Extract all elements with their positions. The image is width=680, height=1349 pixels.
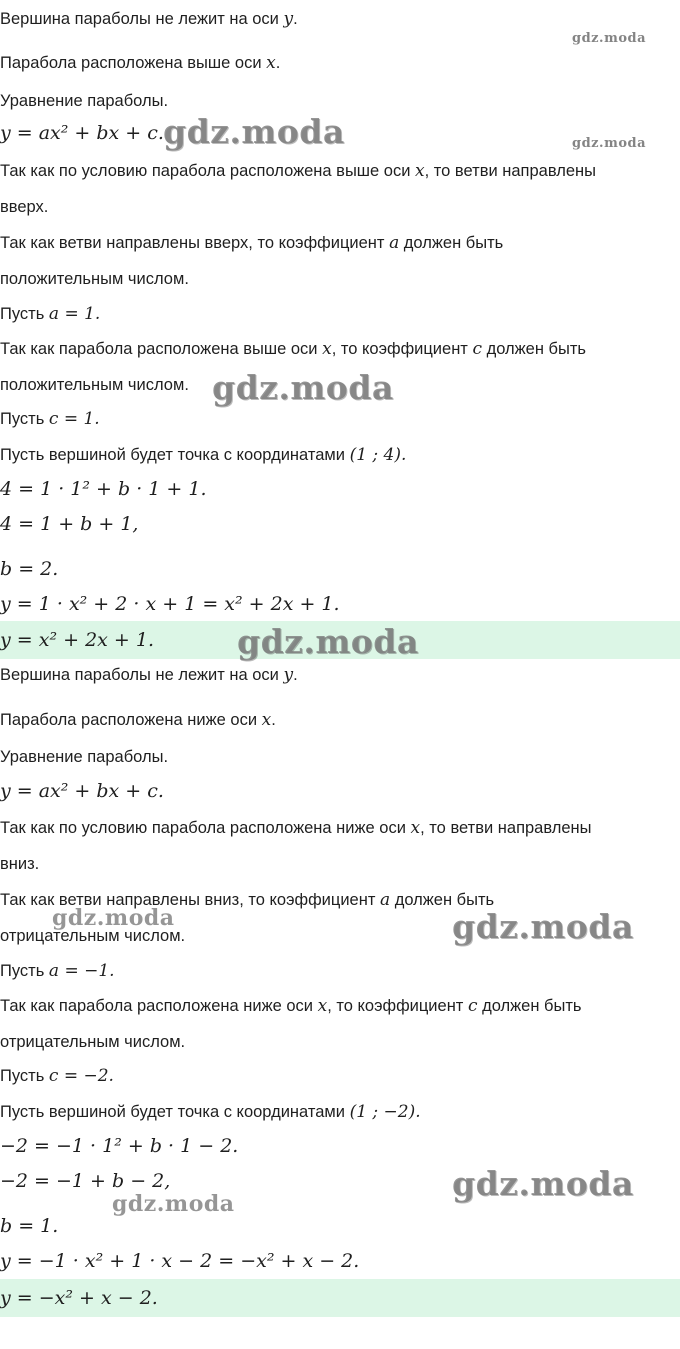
watermark-logo: gdz.moda — [452, 1164, 634, 1203]
text-line: отрицательным числом. — [0, 1033, 186, 1051]
text-line: Так как ветви направлены вверх, то коэффициент a должен быть — [0, 233, 504, 253]
watermark-logo: gdz.moda — [212, 368, 394, 407]
text-line: вверх. — [0, 198, 49, 216]
watermark-logo: gdz.moda — [163, 112, 345, 151]
text-line: Так как парабола расположена ниже оси x, то коэффициент c должен быть — [0, 996, 582, 1016]
formula: 4 = 1 + b + 1, — [0, 513, 139, 535]
text-line: Пусть вершиной будет точка с координатами (1 ; 4). — [0, 445, 407, 465]
formula: y = −1 · x² + 1 · x − 2 = −x² + x − 2. — [0, 1250, 360, 1272]
text-line: Так как по условию парабола расположена выше оси x, то ветви направлены — [0, 161, 596, 181]
text-line: Пусть вершиной будет точка с координатами (1 ; −2). — [0, 1102, 421, 1122]
text-line: отрицательным числом. — [0, 927, 186, 945]
watermark-logo: gdz.moda — [52, 905, 175, 931]
text-line: Пусть a = −1. — [0, 961, 115, 981]
formula: 4 = 1 · 1² + b · 1 + 1. — [0, 478, 207, 500]
text-line: Так как по условию парабола расположена ниже оси x, то ветви направлены — [0, 818, 592, 838]
watermark-logo: gdz.moda — [112, 1191, 235, 1217]
watermark-logo: gdz.moda — [572, 31, 647, 46]
text-line: Так как парабола расположена выше оси x, то коэффициент c должен быть — [0, 339, 587, 359]
formula: −2 = −1 · 1² + b · 1 − 2. — [0, 1135, 239, 1157]
text-line: Уравнение параболы. — [0, 92, 169, 110]
watermark-logo: gdz.moda — [237, 622, 419, 661]
text-line: Пусть c = 1. — [0, 409, 100, 429]
text-line: положительным числом. — [0, 376, 189, 394]
text-line: Вершина параболы не лежит на оси y. — [0, 9, 298, 29]
answer-highlight: y = x² + 2x + 1. — [0, 621, 680, 659]
text-line: Вершина параболы не лежит на оси y. — [0, 665, 298, 685]
text-line: Парабола расположена выше оси x. — [0, 53, 281, 73]
text-line: Уравнение параболы. — [0, 748, 169, 766]
text-line: положительным числом. — [0, 270, 189, 288]
formula: y = ax² + bx + c. — [0, 780, 164, 802]
text-line: Пусть c = −2. — [0, 1066, 114, 1086]
formula: b = 2. — [0, 558, 59, 580]
watermark-logo: gdz.moda — [452, 907, 634, 946]
text-line: Так как ветви направлены вниз, то коэффициент a должен быть — [0, 890, 495, 910]
text-line: Парабола расположена ниже оси x. — [0, 710, 276, 730]
formula: y = 1 · x² + 2 · x + 1 = x² + 2x + 1. — [0, 593, 340, 615]
formula: b = 1. — [0, 1215, 59, 1237]
formula: −2 = −1 + b − 2, — [0, 1170, 171, 1192]
text-line: вниз. — [0, 855, 40, 873]
watermark-logo: gdz.moda — [572, 136, 647, 151]
formula: y = ax² + bx + c. — [0, 122, 164, 144]
answer-highlight: y = −x² + x − 2. — [0, 1279, 680, 1317]
text-line: Пусть a = 1. — [0, 304, 101, 324]
